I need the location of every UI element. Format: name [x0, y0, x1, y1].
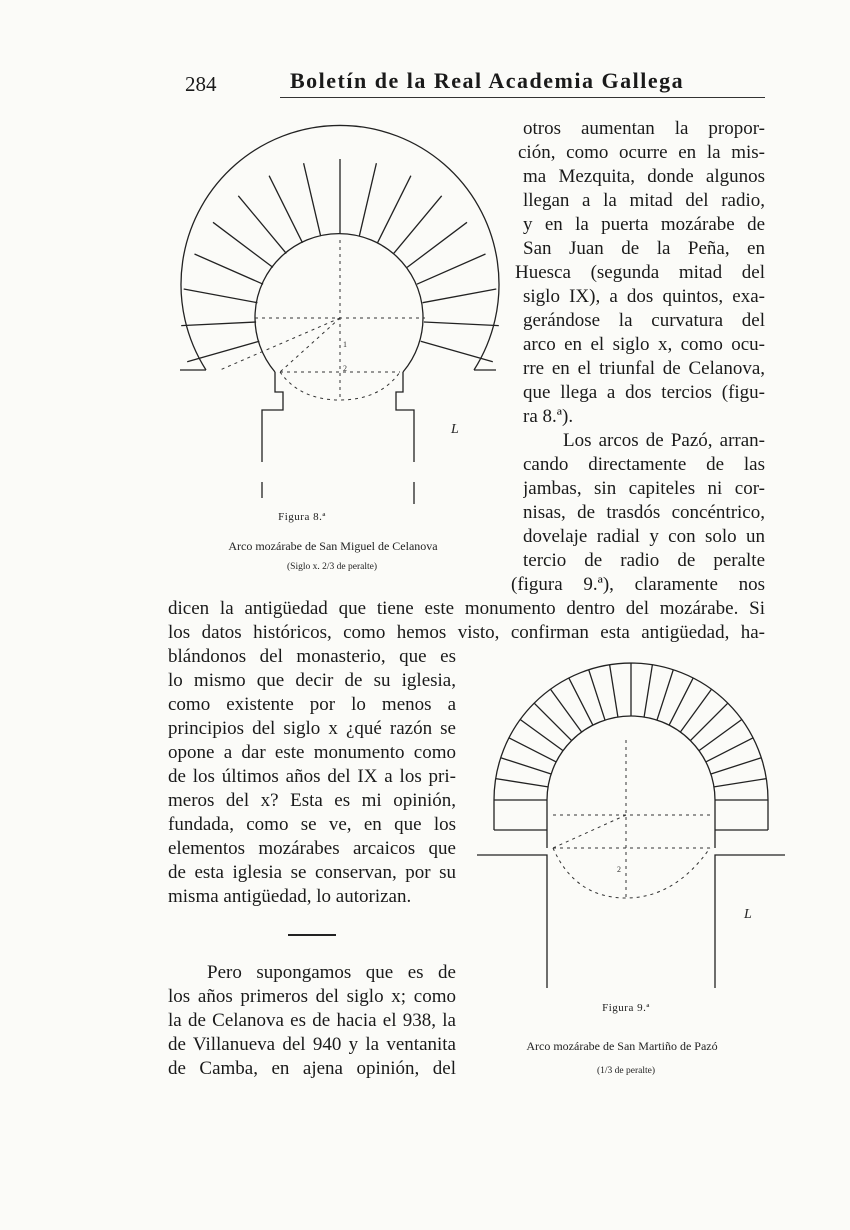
- fig8-radius-line-2: [280, 318, 340, 372]
- text-line: de esta iglesia se conservan, por su: [168, 862, 456, 883]
- fig9-voussoir-joint: [569, 678, 593, 725]
- fig8-voussoir-joint: [407, 222, 467, 267]
- fig9-voussoir-joint: [610, 665, 618, 717]
- fig9-voussoir-joint: [496, 779, 548, 787]
- fig9-voussoir-joint: [520, 720, 563, 751]
- section-ornament: [288, 934, 336, 936]
- fig8-mark: L: [451, 422, 459, 437]
- fig8-voussoir-joint: [187, 341, 259, 362]
- fig8-voussoir-joint: [269, 176, 302, 243]
- text-line: fundada, como se ve, en que los: [168, 814, 456, 835]
- fig8-radius-line: [220, 318, 340, 370]
- fig8-voussoir-joint: [424, 322, 499, 326]
- fig8-intrados: [255, 234, 423, 372]
- text-line: otros aumentan la propor-: [523, 118, 765, 139]
- text-line: como existente por lo menos a: [168, 694, 456, 715]
- text-line: gerándose la curvatura del: [523, 310, 765, 331]
- text-line: Huesca (segunda mitad del: [515, 262, 765, 283]
- fig8-jamb-right: [396, 372, 414, 462]
- figure-8-drawing: [180, 125, 499, 504]
- text-line: lo mismo que decir de su iglesia,: [168, 670, 456, 691]
- text-line: de Camba, en ajena opinión, del: [168, 1058, 456, 1079]
- fig9-voussoir-joint: [501, 758, 551, 774]
- figure-9-label: Figura 9.ª: [602, 1002, 650, 1014]
- fig9-intrados: [547, 716, 715, 848]
- text-line: blándonos del monasterio, que es: [168, 646, 456, 667]
- fig8-voussoir-joint: [359, 163, 376, 236]
- fig9-voussoir-joint: [711, 758, 761, 774]
- running-title: Boletín de la Real Academia Gallega: [290, 68, 685, 93]
- figure-9-drawing: [477, 663, 785, 988]
- text-line: nisas, de trasdós concéntrico,: [523, 502, 765, 523]
- fig9-voussoir-joint: [669, 678, 693, 725]
- fig8-voussoir-joint: [378, 176, 411, 243]
- fig8-voussoir-joint: [184, 289, 258, 303]
- figure-8-title: Arco mozárabe de San Miguel de Celanova: [228, 539, 438, 553]
- text-line: Los arcos de Pazó, arran-: [563, 430, 765, 451]
- fig9-voussoir-joint: [699, 720, 742, 751]
- text-line: elementos mozárabes arcaicos que: [168, 838, 456, 859]
- figure-8-subtitle: (Siglo x. 2/3 de peralte): [287, 562, 377, 572]
- text-line: meros del x? Esta es mi opinión,: [168, 790, 456, 811]
- text-line: opone a dar este monumento como: [168, 742, 456, 763]
- fig9-tick-2: 2: [617, 865, 621, 874]
- text-line: rre en el triunfal de Celanova,: [523, 358, 765, 379]
- text-line: ma Mezquita, donde algunos: [523, 166, 765, 187]
- text-line: tercio de radio de peralte: [523, 550, 765, 571]
- fig8-voussoir-joint: [417, 254, 486, 284]
- fig8-voussoir-joint: [421, 341, 493, 362]
- text-line: los datos históricos, como hemos visto, confirman esta antigüedad, ha-: [168, 622, 765, 643]
- text-line: y en la puerta mozárabe de: [523, 214, 765, 235]
- text-line: misma antigüedad, lo autorizan.: [168, 886, 412, 907]
- figure-9-title: Arco mozárabe de San Martiño de Pazó: [526, 1039, 718, 1053]
- text-line: ción, como ocurre en la mis-: [518, 142, 765, 163]
- fig9-radius-line: [553, 815, 626, 848]
- page-number: 284: [185, 72, 217, 96]
- text-line: dicen la antigüedad que tiene este monumento dentro del mozárabe. Si: [168, 598, 765, 619]
- fig8-jamb-left: [262, 372, 283, 462]
- fig8-voussoir-joint: [304, 163, 321, 236]
- text-line: cando directamente de las: [523, 454, 765, 475]
- fig9-voussoir-joint: [509, 738, 556, 762]
- text-line: de los últimos años del IX a los pri-: [168, 766, 456, 787]
- fig9-jamb-left: [477, 855, 547, 988]
- figure-8-label: Figura 8.ª: [278, 511, 326, 523]
- fig9-voussoir-joint: [680, 689, 711, 732]
- text-line: los años primeros del siglo x; como: [168, 986, 456, 1007]
- figure-9-subtitle: (1/3 de peralte): [596, 1066, 656, 1076]
- fig9-lower-curve: [553, 848, 710, 898]
- fig9-voussoir-joint: [589, 670, 605, 720]
- fig9-voussoir-joint: [714, 779, 766, 787]
- fig8-voussoir-joint: [213, 222, 273, 267]
- fig8-voussoir-joint: [195, 254, 264, 284]
- text-line: dovelaje radial y con solo un: [523, 526, 765, 547]
- text-line: arco en el siglo x, como ocu-: [523, 334, 765, 355]
- fig9-voussoir-joint: [644, 665, 652, 717]
- text-line: San Juan de la Peña, en: [523, 238, 765, 259]
- fig8-voussoir-joint: [181, 322, 256, 326]
- fig8-voussoir-joint: [423, 289, 497, 303]
- fig9-voussoir-joint: [690, 703, 728, 741]
- text-line: jambas, sin capiteles ni cor-: [523, 478, 765, 499]
- fig8-voussoir-joint: [238, 196, 286, 254]
- text-line: Pero supongamos que es de: [207, 962, 456, 983]
- fig9-voussoir-joint: [551, 689, 582, 732]
- text-line: (figura 9.ª), claramente nos: [511, 574, 765, 595]
- fig8-tick-1: 1: [343, 340, 347, 349]
- text-line: principios del siglo x ¿qué razón se: [168, 718, 456, 739]
- text-line: llegan a la mitad del radio,: [523, 190, 765, 211]
- fig9-voussoirs: [494, 663, 768, 800]
- fig9-voussoir-joint: [657, 670, 673, 720]
- fig8-tick-2: 2: [343, 364, 347, 373]
- fig9-mark: L: [744, 907, 752, 922]
- text-line: ra 8.ª).: [523, 406, 574, 427]
- text-line: de Villanueva del 940 y la ventanita: [168, 1034, 456, 1055]
- text-line: la de Celanova es de hacia el 938, la: [168, 1010, 456, 1031]
- fig8-voussoir-joint: [394, 196, 442, 254]
- text-line: que llega a dos tercios (figu-: [523, 382, 765, 403]
- fig9-voussoir-joint: [706, 738, 753, 762]
- fig9-voussoir-joint: [534, 703, 572, 741]
- text-line: siglo IX), a dos quintos, exa-: [523, 286, 765, 307]
